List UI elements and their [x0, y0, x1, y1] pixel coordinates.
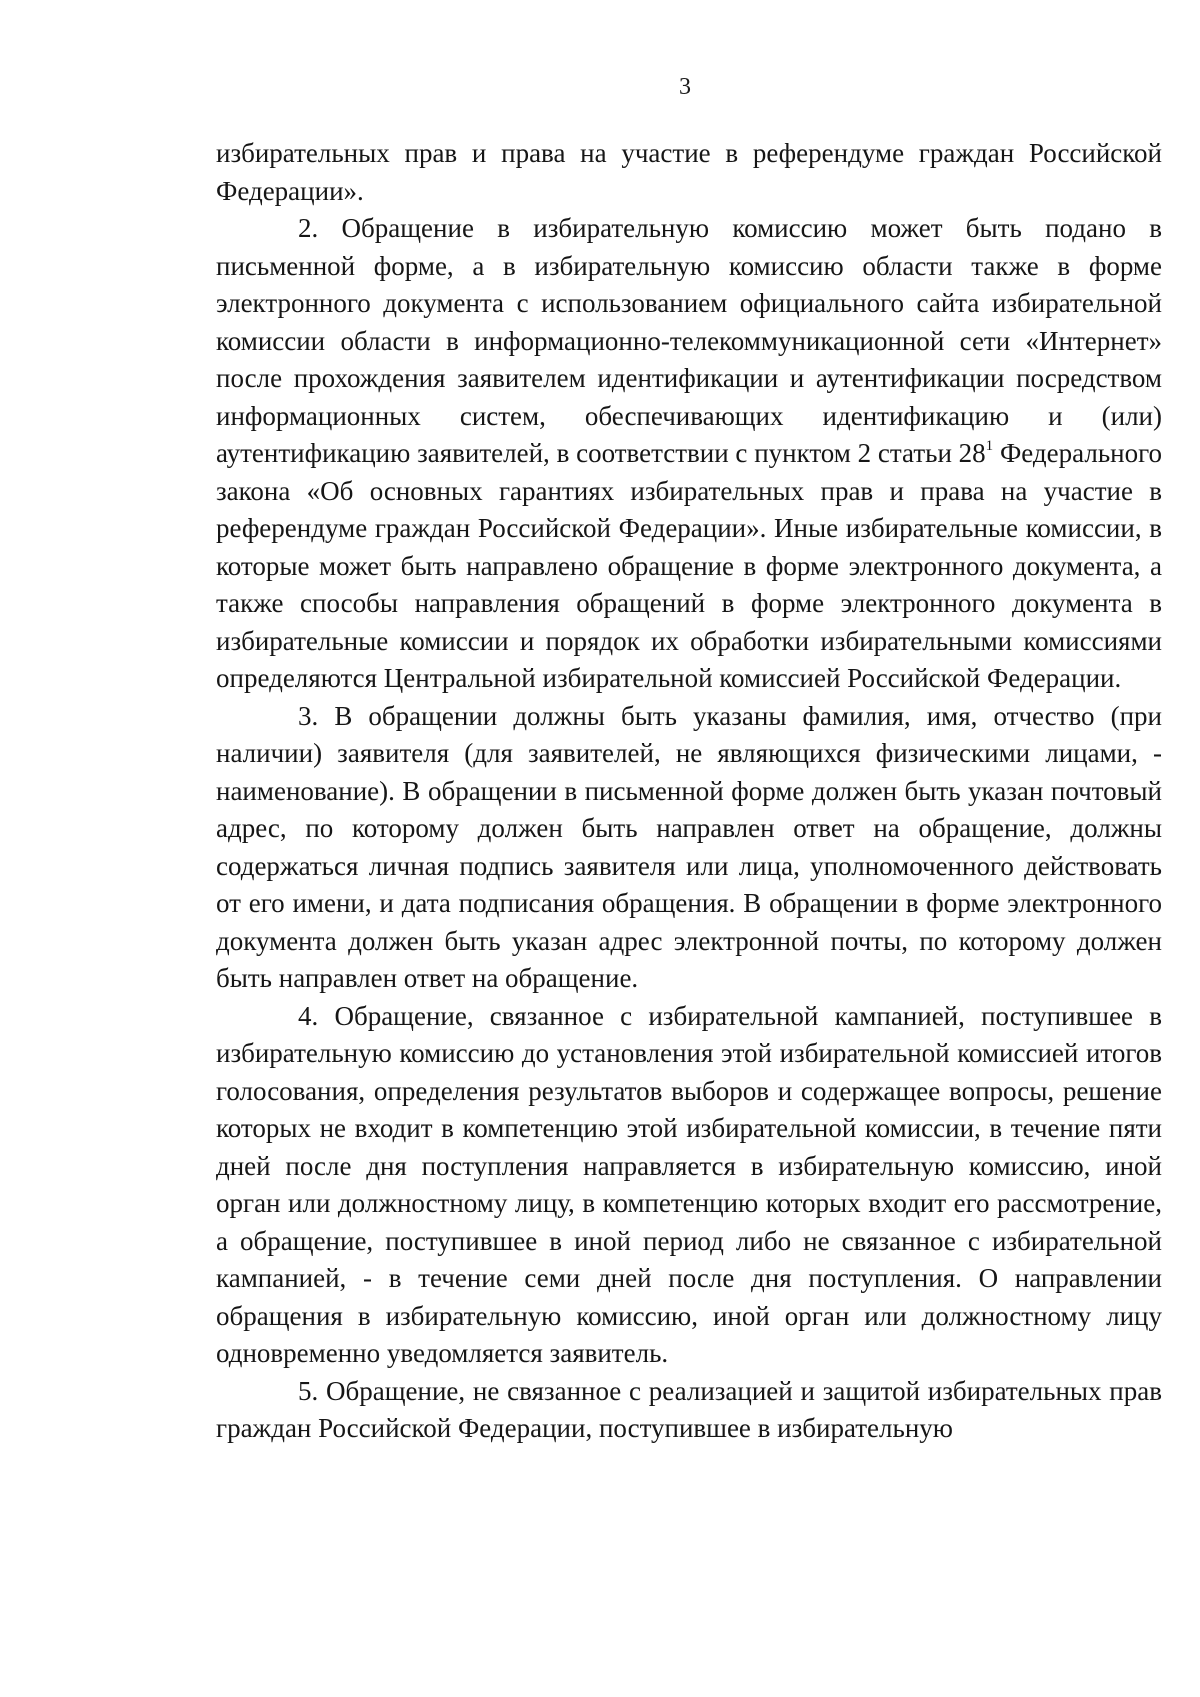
- footnote-superscript: 1: [985, 438, 994, 454]
- paragraph-2-text-end: Федерального закона «Об основных гарантиях избирательных прав и права на участие в референдуме граждан Российской Федерации». Иные избирательные комиссии, в которые может быть направлено обращение в форме электронного документа, а также способы направления обращений в форме электронного документа в избирательные комиссии и порядок их обработки избирательными комиссиями определяются Центральной избирательной комиссией Российской Федерации.: [216, 438, 1162, 693]
- page-number: 3: [679, 74, 691, 100]
- paragraph-3: 3. В обращении должны быть указаны фамилия, имя, отчество (при наличии) заявителя (для заявителей, не являющихся физическими лицами, - наименование). В обращении в письменной форме должен быть указан почтовый адрес, по которому должен быть направлен ответ на обращение, должны содержаться личная подпись заявителя или лица, уполномоченного действовать от его имени, и дата подписания обращения. В обращении в форме электронного документа должен быть указан адрес электронной почты, по которому должен быть направлен ответ на обращение.: [216, 700, 1162, 993]
- paragraph-2-text-start: 2. Обращение в избирательную комиссию может быть подано в письменной форме, а в избирательную комиссию области также в форме электронного документа с использованием официального сайта избирательной комиссии области в информационно-телекоммуникационной сети «Интернет» после прохождения заявителем идентификации и аутентификации посредством информационных систем, обеспечивающих идентификацию и (или) аутентификацию заявителей, в соответствии с пунктом 2 статьи 28: [216, 213, 1162, 468]
- paragraph-continuation: избирательных прав и права на участие в референдуме граждан Российской Федерации».: [216, 138, 1162, 206]
- document-body: [216, 135, 1162, 1448]
- paragraph-4: 4. Обращение, связанное с избирательной кампанией, поступившее в избирательную комиссию до установления этой избирательной комиссией итогов голосования, определения результатов выборов и содержащее вопросы, решение которых не входит в компетенцию этой избирательной комиссии, в течение пяти дней после дня поступления направляется в избирательную комиссию, иной орган или должностному лицу, в компетенцию которых входит его рассмотрение, а обращение, поступившее в иной период либо не связанное с избирательной кампанией, - в течение семи дней после дня поступления. О направлении обращения в избирательную комиссию, иной орган или должностному лицу одновременно уведомляется заявитель.: [216, 1000, 1162, 1368]
- paragraph-5: 5. Обращение, не связанное с реализацией и защитой избирательных прав граждан Российской Федерации, поступившее в избирательную: [216, 1375, 1162, 1443]
- paragraph-2: [216, 210, 1162, 698]
